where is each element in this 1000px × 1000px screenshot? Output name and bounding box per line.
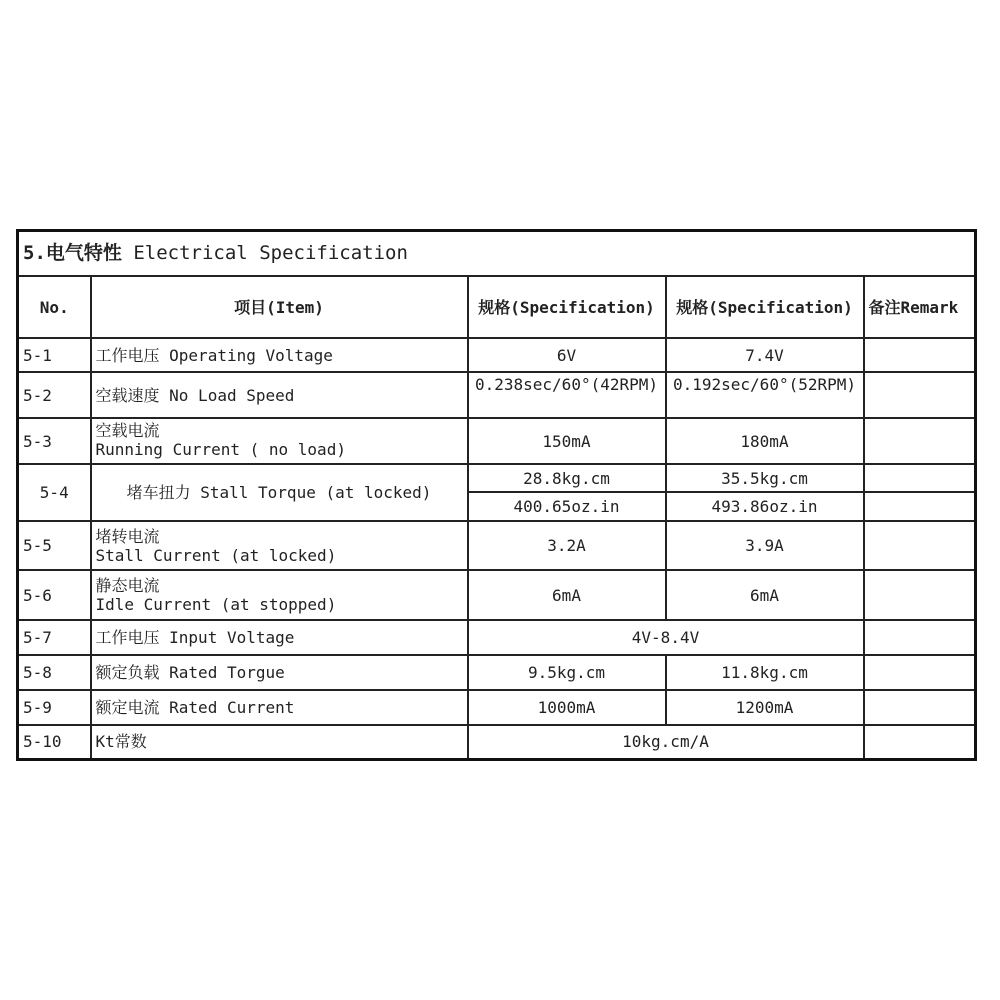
item-chinese: 额定负载 <box>95 663 160 682</box>
rpm-value: (42RPM) <box>590 375 659 394</box>
spec-value-2: 6mA <box>666 570 864 620</box>
item-cell <box>91 372 468 418</box>
item-cell: Kt常数 <box>91 725 468 759</box>
spec-value-2: 493.86oz.in <box>666 492 864 521</box>
table-row <box>18 521 976 570</box>
item-chinese: 额定电流 <box>95 698 160 717</box>
spec-value-1: 28.8kg.cm <box>468 464 666 492</box>
remark-cell <box>864 521 976 570</box>
title-prefix: 5. <box>23 242 46 264</box>
spec-value-1 <box>468 372 666 418</box>
row-number: 5-7 <box>18 620 91 655</box>
item-cell <box>91 655 468 690</box>
item-english: Rated Torgue <box>169 663 285 682</box>
remark-cell <box>864 338 976 372</box>
title-english: Electrical Specification <box>133 242 408 264</box>
remark-cell <box>864 372 976 418</box>
item-cell <box>91 521 468 570</box>
item-chinese: 工作电压 <box>95 345 160 365</box>
item-chinese: 静态电流 <box>95 576 160 595</box>
row-number: 5-4 <box>18 464 91 521</box>
spec-value-2: 3.9A <box>666 521 864 570</box>
electrical-spec-table <box>16 229 977 761</box>
speed-value: 0.238sec/60° <box>474 375 591 394</box>
header-item: 项目(Item) <box>91 276 468 338</box>
header-no: No. <box>18 276 91 338</box>
speed-value: 0.192sec/60° <box>672 375 789 394</box>
table-title <box>18 231 976 277</box>
remark-cell <box>864 690 976 725</box>
remark-cell <box>864 570 976 620</box>
spec-value-merged: 4V-8.4V <box>468 620 864 655</box>
spec-value-2: 11.8kg.cm <box>666 655 864 690</box>
item-english: Stall Current (at locked) <box>95 545 337 565</box>
table-row <box>18 338 976 372</box>
item-english: No Load Speed <box>169 385 295 405</box>
row-number: 5-2 <box>18 372 91 418</box>
spec-value-1: 9.5kg.cm <box>468 655 666 690</box>
item-chinese: 堵转电流 <box>95 526 160 546</box>
item-english: Operating Voltage <box>169 345 333 365</box>
item-cell <box>91 620 468 655</box>
spec-value-1: 150mA <box>468 418 666 464</box>
table-row <box>18 570 976 620</box>
spec-value-1: 6mA <box>468 570 666 620</box>
remark-cell <box>864 492 976 521</box>
spec-value-1: 3.2A <box>468 521 666 570</box>
spec-value-1: 1000mA <box>468 690 666 725</box>
row-number: 5-5 <box>18 521 91 570</box>
row-number: 5-1 <box>18 338 91 372</box>
item-cell <box>91 690 468 725</box>
spec-value-2: 35.5kg.cm <box>666 464 864 492</box>
row-number: 5-6 <box>18 570 91 620</box>
spec-value-2 <box>666 372 864 418</box>
spec-value-2: 7.4V <box>666 338 864 372</box>
row-number: 5-9 <box>18 690 91 725</box>
item-chinese: 空载电流 <box>95 421 160 440</box>
table-row <box>18 690 976 725</box>
item-english: Rated Current <box>169 698 295 717</box>
item-cell <box>91 418 468 464</box>
header-remark: 备注Remark <box>864 276 976 338</box>
item-cell <box>91 570 468 620</box>
table-row <box>18 725 976 759</box>
item-chinese: 空载速度 <box>95 385 160 405</box>
row-number: 5-10 <box>18 725 91 759</box>
spec-value-2: 1200mA <box>666 690 864 725</box>
header-row <box>18 276 976 338</box>
item-english: Input Voltage <box>169 628 295 647</box>
item-cell <box>91 464 468 521</box>
table-row <box>18 620 976 655</box>
table-row <box>18 372 976 418</box>
remark-cell <box>864 655 976 690</box>
item-english: Stall Torque (at locked) <box>200 483 432 502</box>
rpm-value: (52RPM) <box>788 375 857 394</box>
header-spec-2: 规格(Specification) <box>666 276 864 338</box>
title-chinese: 电气特性 <box>45 242 122 264</box>
item-cell <box>91 338 468 372</box>
spec-value-1: 6V <box>468 338 666 372</box>
table-row <box>18 464 976 492</box>
table-row <box>18 418 976 464</box>
item-chinese: 工作电压 <box>95 628 160 647</box>
item-english: Running Current ( no load) <box>95 440 346 459</box>
remark-cell <box>864 725 976 759</box>
row-number: 5-3 <box>18 418 91 464</box>
header-spec-1: 规格(Specification) <box>468 276 666 338</box>
row-number: 5-8 <box>18 655 91 690</box>
item-english: Idle Current (at stopped) <box>95 595 337 614</box>
item-chinese: 堵车扭力 <box>126 483 191 502</box>
remark-cell <box>864 418 976 464</box>
spec-value-1: 400.65oz.in <box>468 492 666 521</box>
remark-cell <box>864 620 976 655</box>
remark-cell <box>864 464 976 492</box>
spec-value-2: 180mA <box>666 418 864 464</box>
table-row <box>18 655 976 690</box>
spec-value-merged: 10kg.cm/A <box>468 725 864 759</box>
